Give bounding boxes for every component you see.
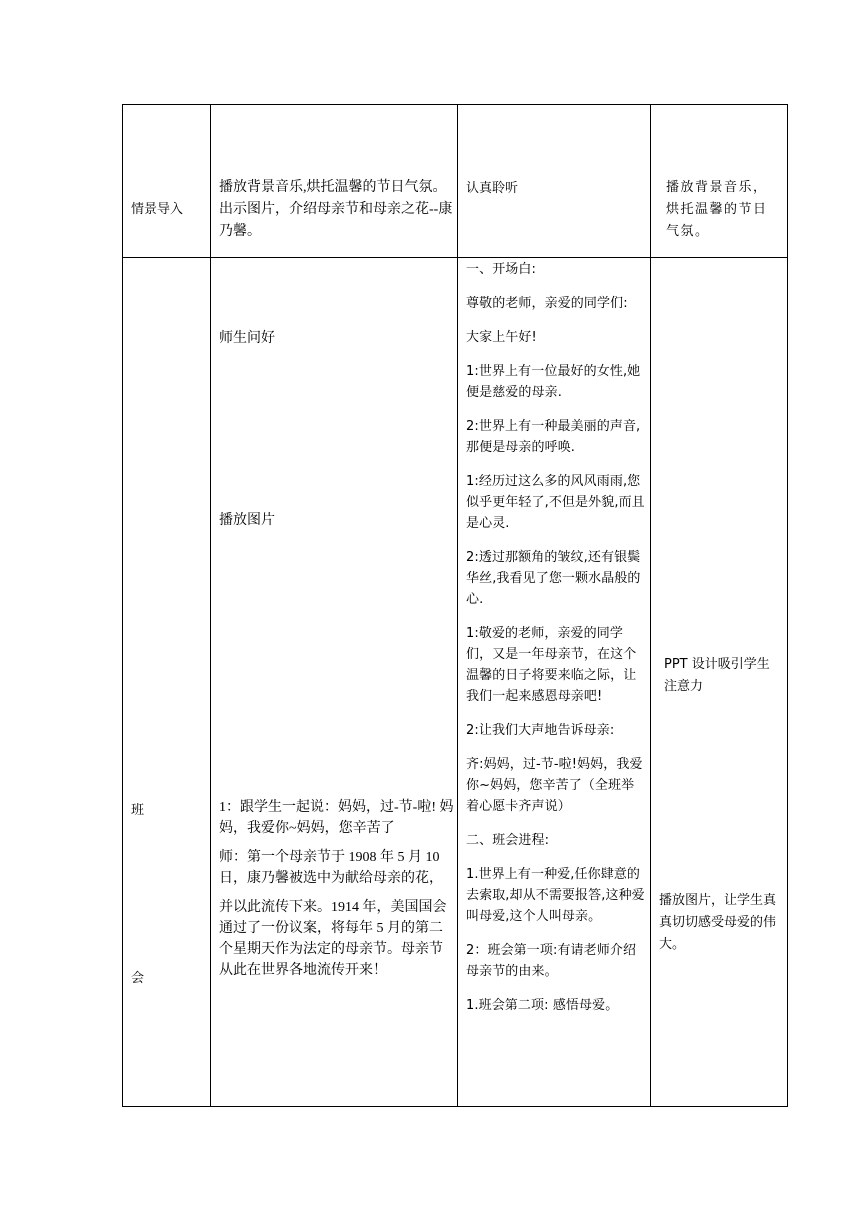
table-border-top [122, 104, 788, 105]
row-divider [122, 257, 788, 258]
intro-teacher-activity: 播放背景音乐,烘托温馨的节日气氛。出示图片，介绍母亲节和母亲之花--康乃馨。 [219, 180, 453, 239]
table-border-left [122, 104, 123, 1107]
teacher-history-line-2: 并以此流传下来。1914 年，美国国会通过了一份议案，将每年 5 月的第二个星期天作为法定的母亲节。母亲节从此在世界各地流传开来！ [219, 900, 447, 978]
column-divider [650, 104, 651, 1107]
list-item: 1:经历过这么多的风风雨雨,您似乎更年轻了,不但是外貌,而且是心灵. [466, 474, 645, 531]
list-item: 1.班会第二项: 感悟母爱。 [466, 998, 619, 1013]
table-border-bottom [122, 1106, 788, 1107]
teacher-history-line-1: 师：第一个母亲节于 1908 年 5 月 10 日，康乃馨被选中为献给母亲的花， [219, 850, 443, 886]
design-purpose-ppt: PPT 设计吸引学生注意力 [664, 657, 770, 694]
row-label-class-2: 会 [131, 971, 145, 986]
list-item: 2:透过那额角的皱纹,还有银鬓华丝,我看见了您一颗水晶般的心. [466, 550, 641, 607]
list-item: 一、开场白: [466, 262, 536, 277]
column-divider [457, 104, 458, 1107]
row-label-class-1: 班 [131, 803, 145, 818]
teacher-class-activity [219, 797, 455, 989]
table-border-right [787, 104, 788, 1107]
list-item: 2:世界上有一种最美丽的声音,那便是母亲的呼唤. [466, 419, 641, 455]
list-item: 尊敬的老师，亲爱的同学们: [466, 296, 628, 311]
column-divider [210, 104, 211, 1107]
intro-design-purpose: 播放背景音乐，烘托温馨的节日气氛。 [666, 180, 768, 239]
list-item: 2：班会第一项:有请老师介绍母亲节的由来。 [466, 943, 637, 979]
intro-student-activity: 认真聆听 [466, 181, 519, 196]
list-item: 1.世界上有一种爱,任你肆意的去索取,却从不需要报答,这种爱叫母爱,这个人叫母亲。 [466, 867, 645, 924]
student-activity-list [466, 259, 646, 1029]
list-item: 1:敬爱的老师，亲爱的同学们，又是一年母亲节，在这个温馨的日子将要来临之际，让我们一起来感恩母亲吧! [466, 626, 637, 704]
teacher-show-picture: 播放图片 [219, 513, 275, 528]
row-label-intro: 情景导入 [131, 202, 184, 217]
teacher-say-line: 1：跟学生一起说：妈妈，过-节-啦! 妈妈，我爱你~妈妈，您辛苦了 [219, 800, 454, 836]
list-item: 大家上午好! [466, 330, 537, 345]
list-item: 齐:妈妈，过-节-啦!妈妈，我爱你~妈妈，您辛苦了（全班举着心愿卡齐声说） [466, 757, 643, 814]
list-item: 二、班会进程: [466, 833, 550, 848]
design-purpose-picture: 播放图片，让学生真真切切感受母爱的伟大。 [659, 893, 777, 952]
list-item: 1:世界上有一位最好的女性,她便是慈爱的母亲. [466, 364, 641, 400]
teacher-greeting: 师生问好 [219, 331, 275, 346]
list-item: 2:让我们大声地告诉母亲: [466, 723, 615, 738]
